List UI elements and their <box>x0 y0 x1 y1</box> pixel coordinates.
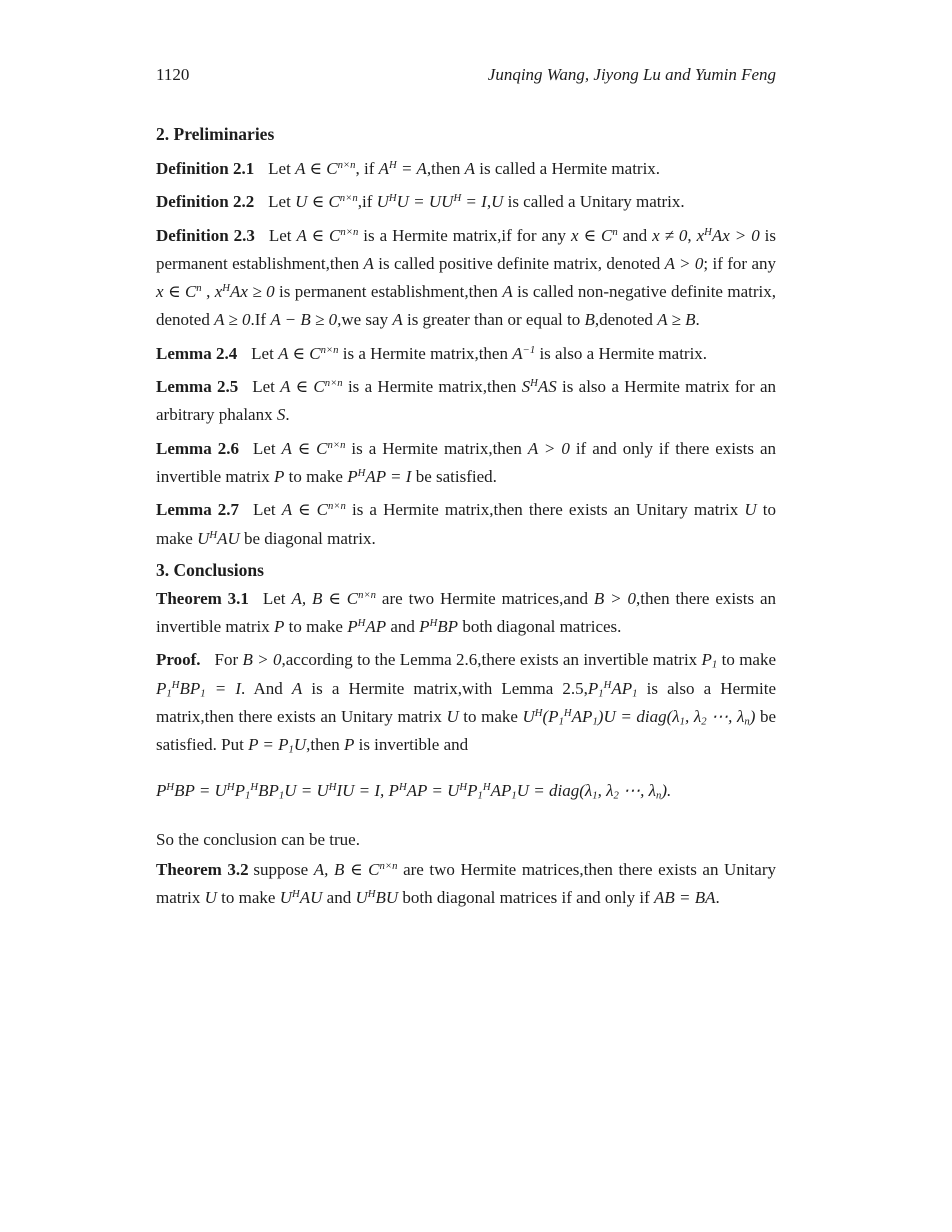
proof-paragraph <box>156 646 776 759</box>
paragraph-text: suppose A, B ∈ $C^{n\times n}$ are two Hermite matrices,then there exists an Unitary matrix U to make $U^HAU$ and $U^HBU$ both diagonal matrices if and only if AB = BA. <box>156 859 776 908</box>
paragraph-text: Let A ∈ $C^{n\times n}$, if $A^H$ = A,then A is called a Hermite matrix. <box>268 159 661 178</box>
running-head: Junqing Wang, Jiyong Lu and Yumin Feng <box>487 65 776 84</box>
paragraph-label: Lemma 2.7 <box>156 500 240 520</box>
paragraph-label: Lemma 2.6 <box>156 438 239 458</box>
theorem-3-1 <box>156 585 776 642</box>
page-header <box>156 64 776 86</box>
paragraph-label: Definition 2.2 <box>156 192 255 212</box>
section-heading-conclusions: 3. Conclusions <box>156 559 264 580</box>
paragraph-label: Theorem 3.1 <box>156 588 249 608</box>
page-number: 1120 <box>156 65 190 84</box>
lemma-2-5 <box>156 373 776 430</box>
theorem-3-2 <box>156 856 776 913</box>
paragraph-label: Lemma 2.4 <box>156 343 238 363</box>
paragraph-text: Let A ∈ $C^{n\times n}$ is a Hermite matrix,then $A^{-1}$ is also a Hermite matrix. <box>251 343 708 363</box>
page-content <box>156 0 776 913</box>
paragraph-text: Let U ∈ $C^{n\times n},if$ $U^HU = UU^H = I,U$ is called a Unitary matrix. <box>268 192 685 212</box>
section-heading-preliminaries: 2. Preliminaries <box>156 124 275 144</box>
paragraph-label: Theorem 3.2 <box>156 859 249 879</box>
paragraph-label: Definition 2.3 <box>156 225 255 245</box>
conclusion-line: So the conclusion can be true. <box>156 829 360 849</box>
paragraph-text: For B > 0,according to the Lemma 2.6,there exists an invertible matrix $P_1$ to make $P_1^HBP_1 = I$. And A is a Hermite matrix,with Lemma $2.5,P_1^HAP_1$ is also a Hermite matrix,then there exists an Unitary matrix U to make $U^H(P_1^HAP_1)U$ = $diag(\lambda_1$, $\lambda_2$ ⋯, $\lambda_n$) be satisfied. Put $P = P_1U,then$ P is invertible and <box>156 650 777 757</box>
paragraph-text: Let A ∈ $C^{n\times n}$ is a Hermite matrix,then A > 0 if and only if there exists an invertible matrix P to make $P^HAP = I$ be satisfied. <box>156 438 776 486</box>
display-equation: $P^HBP = U^HP_1^HBP_1U = U^HIU = I$, $P^HAP = U^HP_1^HAP_1U$ = $diag(\lambda_1$, $\lambda_2$ ⋯, $\lambda_n$). <box>156 780 672 802</box>
lemma-2-4 <box>156 340 776 368</box>
paragraph-text: Let A ∈ $C^{n\times n}$ is a Hermite matrix,if for any x ∈ $C^n$ and x ≠ 0, $x^HAx > 0$ is permanent establishment,then A is called positive definite matrix, denoted A > 0; if for any x ∈ $C^n$ , $x^HAx \ge 0$ is permanent establishment,then A is called non-negative definite matrix, denoted A ≥ 0.If A − B ≥ 0,we say A is greater than or equal to B,denoted A ≥ B. <box>156 225 777 330</box>
paragraph-label: Lemma 2.5 <box>156 377 239 397</box>
paragraph-label: Definition 2.1 <box>156 159 255 178</box>
lemma-2-7 <box>156 496 776 553</box>
paragraph-text: Let A ∈ $C^{n\times n}$ is a Hermite matrix,then there exists an Unitary matrix U to make $U^HAU$ be diagonal matrix. <box>156 500 776 548</box>
paragraph-text: Let A ∈ $C^{n\times n}$ is a Hermite matrix,then $S^HAS$ is also a Hermite matrix for an arbitrary phalanx S. <box>156 377 776 425</box>
definition-2-1 <box>156 155 776 183</box>
paragraph-label: Proof. <box>156 650 201 670</box>
definition-2-3 <box>156 222 776 335</box>
paragraph-text: Let A, B ∈ $C^{n\times n}$ are two Hermite matrices,and B > 0,then there exists an invertible matrix P to make $P^HAP$ and $P^HBP$ both diagonal matrices. <box>156 588 777 637</box>
definition-2-2 <box>156 188 776 216</box>
lemma-2-6 <box>156 435 776 492</box>
